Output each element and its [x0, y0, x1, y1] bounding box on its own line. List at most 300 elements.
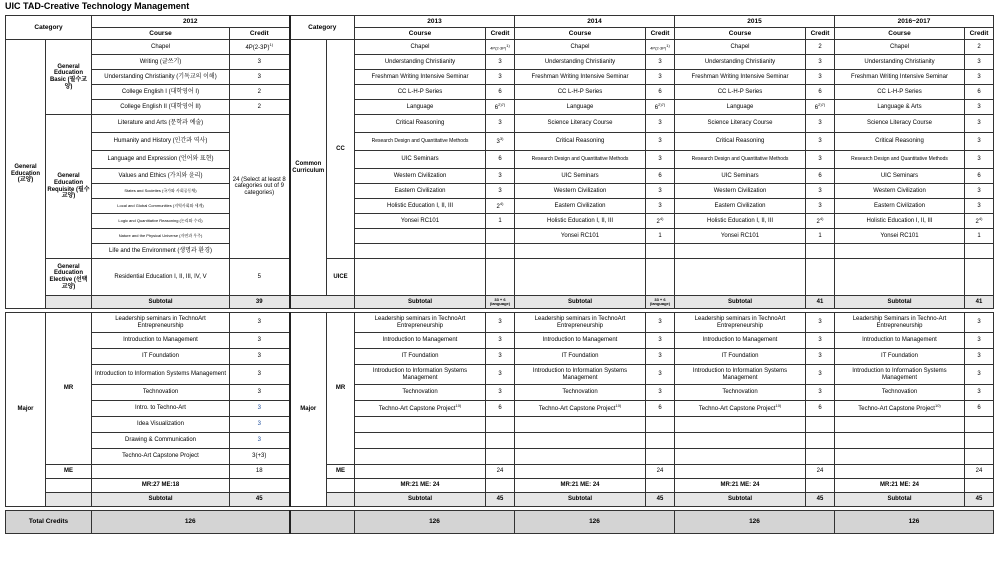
course-2016	[835, 151, 965, 169]
credit-header-text: Credit	[249, 29, 269, 37]
major-subtotal-2012	[230, 493, 290, 507]
course-2012	[92, 313, 230, 333]
credit-2015	[806, 313, 835, 333]
major-subtotal-2015	[806, 493, 835, 507]
total-credits-label-text: Total Credits	[28, 518, 69, 526]
course-2015-text: Eastern Civilization	[714, 202, 766, 209]
subtotal-label	[675, 493, 806, 507]
course-2012-text: Humanity and History (인간과 역사)	[113, 138, 208, 145]
year-2016	[835, 16, 994, 28]
table-row	[6, 449, 994, 465]
credit-2016	[965, 385, 994, 401]
credit-2013	[486, 199, 515, 214]
course-2015-text: Technovation	[722, 389, 758, 396]
credit-2013-text: 2	[496, 203, 500, 210]
me-credit-2016	[965, 465, 994, 479]
course-2015	[675, 115, 806, 133]
total-2014	[515, 511, 675, 534]
course-2016	[835, 199, 965, 214]
credit-2012-text: 2	[257, 88, 261, 95]
subtotal-2016-text: 41	[975, 298, 983, 305]
credit-2012-text: 3	[257, 405, 261, 412]
table-row	[6, 169, 994, 184]
course-2016-text: Eastern Civilization	[873, 202, 926, 209]
course-2014-text: Science Literacy Course	[547, 120, 613, 127]
credit-2013-text: 3	[498, 371, 502, 378]
course-2016-text: Freshman Writing Intensive Seminar	[851, 73, 948, 80]
table-row	[6, 115, 994, 133]
course-2013-text: UIC Seminars	[401, 156, 439, 163]
empty-cell	[806, 259, 835, 296]
course-2013	[355, 151, 486, 169]
credit-2014-text: 6	[658, 405, 662, 412]
credit-2014	[646, 214, 675, 229]
course-2013	[355, 85, 486, 100]
course-2013-text: Language	[406, 103, 434, 110]
course-2015-text: UIC Seminars	[721, 172, 759, 179]
credit-2015-text: 2	[816, 218, 820, 225]
course-2013	[355, 385, 486, 401]
credit-2016-text: 3	[977, 202, 981, 209]
course-2015	[675, 100, 806, 115]
course-2015-text: Holistic Education I, II, III	[706, 217, 774, 224]
major-category	[290, 313, 327, 507]
empty-cell	[646, 417, 675, 433]
empty-cell	[806, 244, 835, 259]
credit-2014	[646, 169, 675, 184]
credit-2016	[965, 199, 994, 214]
credit-2016	[965, 229, 994, 244]
course-2012	[92, 433, 230, 449]
subtotal-label	[92, 493, 230, 507]
credit-2013-text: 3	[498, 58, 502, 65]
course-2015-text: Yonsei RC101	[720, 232, 760, 239]
total-credits-label	[6, 511, 92, 534]
credit-2012	[230, 85, 290, 100]
course-2013	[355, 115, 486, 133]
credit-2012-text: 2	[257, 103, 261, 110]
course-2012	[92, 244, 230, 259]
credit-2015	[806, 199, 835, 214]
subtotal-label-text: Subtotal	[408, 298, 432, 305]
course-2012-text: Writing (글쓰기)	[139, 58, 182, 65]
year-2016-text: 2016~2017	[897, 17, 931, 25]
course-2013-text: Introduction to Management	[382, 337, 458, 344]
course-2014	[515, 349, 646, 365]
course-2016	[835, 333, 965, 349]
credit-2016	[965, 169, 994, 184]
credit-2016-text: 3	[977, 337, 981, 344]
table-row	[6, 229, 994, 244]
course-2012	[92, 385, 230, 401]
credit-header	[486, 28, 515, 40]
course-2014	[515, 313, 646, 333]
credit-2012	[230, 333, 290, 349]
credit-2012	[230, 70, 290, 85]
course-2013-text: IT Foundation	[401, 353, 439, 360]
credit-2015	[806, 229, 835, 244]
credit-2014-text: 3	[658, 353, 662, 360]
credit-2016-text: 2	[977, 43, 981, 50]
category-header-text: Category	[308, 23, 337, 31]
mr-me-2014	[515, 479, 646, 493]
course-2012-text: Drawing & Communication	[124, 437, 197, 444]
empty-cell	[646, 433, 675, 449]
course-2016	[835, 313, 965, 333]
credit-2012-text: 3	[257, 353, 261, 360]
credit-2012	[230, 55, 290, 70]
course-2013	[355, 349, 486, 365]
me-category	[327, 465, 355, 479]
empty-cell	[486, 244, 515, 259]
empty-cell	[646, 244, 675, 259]
course-2013	[355, 55, 486, 70]
credit-2015-text: 6	[818, 172, 822, 179]
credit-2016	[965, 133, 994, 151]
course-2013	[355, 229, 486, 244]
credit-2016	[965, 151, 994, 169]
course-2016-text: Yonsei RC101	[880, 232, 919, 239]
course-2015	[675, 365, 806, 385]
subtotal-label	[355, 296, 486, 309]
course-2016	[835, 100, 965, 115]
credit-2015	[806, 169, 835, 184]
credit-2015-text: 6	[818, 405, 822, 412]
credit-2012-text: 3	[257, 73, 261, 80]
course-2012-text: Values and Ethics (가치와 윤리)	[118, 172, 203, 179]
basic-category-text: General Education Basic (필수교양)	[49, 63, 88, 90]
course-2012	[92, 133, 230, 151]
credit-2016	[965, 115, 994, 133]
course-2014	[515, 169, 646, 184]
me-credit-2012	[230, 465, 290, 479]
credit-2013	[486, 184, 515, 199]
credit-header-text: Credit	[810, 29, 830, 37]
course-2013	[355, 100, 486, 115]
course-2015	[675, 133, 806, 151]
course-2016	[835, 385, 965, 401]
credit-2013	[486, 313, 515, 333]
course-2015	[675, 40, 806, 55]
course-2016-text: Chapel	[889, 43, 909, 50]
credit-2014	[646, 229, 675, 244]
table-row	[6, 349, 994, 365]
empty-cell	[675, 417, 806, 433]
course-2012	[92, 401, 230, 417]
empty-cell	[355, 433, 486, 449]
course-2012	[92, 365, 230, 385]
course-2014-text: Critical Reasoning	[555, 138, 605, 145]
credit-2016-text: 2	[975, 218, 979, 225]
credit-2013-text: 3	[498, 319, 502, 326]
table-row	[6, 133, 994, 151]
credit-2012-text: 5	[257, 273, 261, 280]
credit-2013	[486, 229, 515, 244]
mr-me-2014-text: MR:21 ME: 24	[560, 482, 600, 489]
total-2016	[835, 511, 994, 534]
course-header-text: Course	[728, 29, 752, 37]
subtotal-label	[92, 296, 230, 309]
footnote-marker: 2)7)	[498, 101, 506, 107]
credit-2014-text: 6	[654, 104, 659, 111]
course-2014-text: Technovation	[562, 389, 598, 396]
credit-2016	[965, 333, 994, 349]
course-2013-text: Leadership seminars in TechnoArt Entrepreneurship	[374, 315, 466, 329]
me-category-text: ME	[64, 468, 73, 475]
course-header	[515, 28, 646, 40]
requisite-credit-2012-text: 24 (Select at least 8 categories out of 9 categories)	[232, 176, 286, 196]
empty-cell	[515, 417, 646, 433]
table-row	[6, 244, 994, 259]
credit-2013	[486, 169, 515, 184]
total-2015-text: 126	[749, 518, 760, 526]
credit-2012	[230, 100, 290, 115]
credit-2012	[230, 401, 290, 417]
empty-cell	[290, 296, 355, 309]
course-header	[835, 28, 965, 40]
subtotal-2015-text: 41	[816, 298, 824, 305]
footnote-marker: 2)7)	[658, 101, 666, 107]
credit-2014	[646, 184, 675, 199]
course-2016-text: Leadership Seminars in Techno-Art Entrepreneurship	[852, 315, 947, 329]
subtotal-label-text: Subtotal	[887, 496, 912, 503]
credit-header-text: Credit	[650, 29, 670, 37]
course-2012-text: States and Societies (국가와 사회공동체)	[124, 187, 197, 193]
course-2013	[355, 365, 486, 385]
subtotal-label-text: Subtotal	[568, 298, 592, 305]
credit-2013-text: 6	[494, 104, 499, 111]
year-2015	[675, 16, 835, 28]
course-2013-text: Understanding Christianity	[384, 58, 456, 65]
course-2014	[515, 70, 646, 85]
credit-2014-text: 3	[658, 187, 662, 194]
general-education-category-text: General Education (교양)	[10, 164, 40, 184]
credit-2012-text: 3	[257, 319, 261, 326]
course-2016-text: Critical Reasoning	[875, 138, 924, 145]
mr-me-2016-text: MR:21 ME: 24	[879, 482, 919, 489]
footnote-marker: 10)	[615, 403, 622, 409]
common-curriculum-category-text: Common Curriculum	[292, 160, 325, 174]
table-row	[6, 296, 994, 309]
credit-2016-text: 6	[977, 88, 981, 95]
credit-2016	[965, 365, 994, 385]
credit-2014-text: 6	[658, 172, 662, 179]
credit-2013-text: 3	[498, 120, 502, 127]
credit-header-text: Credit	[969, 29, 989, 37]
course-2012	[92, 229, 230, 244]
general-education-category	[6, 40, 46, 309]
course-2012-text: Literature and Arts (문학과 예술)	[117, 120, 204, 127]
footnote-marker: 4)	[659, 215, 664, 221]
credit-2016	[965, 40, 994, 55]
credit-2016-text: 3	[977, 389, 981, 396]
mr-category	[327, 313, 355, 465]
major-subtotal-2013	[486, 493, 515, 507]
empty-cell	[965, 479, 994, 493]
footnote-marker: 10)	[934, 403, 941, 409]
table-row	[6, 511, 994, 534]
empty-cell	[806, 449, 835, 465]
credit-2014	[646, 100, 675, 115]
credit-2014-text: 1	[658, 232, 662, 239]
course-header	[92, 28, 230, 40]
credit-2013	[486, 133, 515, 151]
course-2012-text: Techno-Art Capstone Project	[122, 453, 199, 460]
course-2013	[355, 199, 486, 214]
course-2013-text: Research Design and Quantitative Methods	[371, 137, 469, 144]
total-2015	[675, 511, 835, 534]
subtotal-label-text: Subtotal	[728, 496, 752, 503]
credit-2014-text: 3	[658, 73, 662, 80]
credit-2016	[965, 100, 994, 115]
subtotal-label	[835, 296, 965, 309]
course-2014-text: Introduction to Management	[542, 337, 618, 344]
total-2014-text: 126	[589, 518, 600, 526]
course-2014	[515, 365, 646, 385]
table-row	[6, 214, 994, 229]
mr-me-2015-text: MR:21 ME: 24	[720, 482, 760, 489]
subtotal-2016	[965, 296, 994, 309]
credit-2014	[646, 333, 675, 349]
course-2015	[675, 385, 806, 401]
empty-cell	[835, 449, 965, 465]
credit-2015-text: 3	[818, 319, 822, 326]
credit-header	[230, 28, 290, 40]
credit-header	[806, 28, 835, 40]
me-credit-2014	[646, 465, 675, 479]
course-2015-text: Introduction to Management	[702, 337, 778, 344]
me-credit-2013-text: 24	[496, 468, 504, 475]
footnote-marker: 4)	[819, 215, 824, 221]
course-2013-text: Introduction to Information Systems Management	[372, 367, 468, 381]
course-2015-text: Understanding Christianity	[704, 58, 776, 65]
credit-2014	[646, 365, 675, 385]
empty-cell	[965, 244, 994, 259]
course-2013-text: Freshman Writing Intensive Seminar	[371, 73, 469, 80]
subtotal-label	[515, 296, 646, 309]
course-header-text: Course	[888, 29, 911, 37]
course-header	[355, 28, 486, 40]
credit-2014	[646, 199, 675, 214]
credit-2015-text: 3	[818, 337, 822, 344]
course-2012	[92, 449, 230, 465]
subtotal-label	[835, 493, 965, 507]
table-row	[6, 401, 994, 417]
credit-2016-text: 3	[977, 319, 981, 326]
course-2016	[835, 365, 965, 385]
course-2016-text: Holistic Education I, II, III	[866, 217, 933, 224]
credit-header	[646, 28, 675, 40]
course-2015	[675, 85, 806, 100]
course-2013-text: Techno-Art Capstone Project	[378, 406, 456, 413]
course-2013-text: Yonsei RC101	[400, 217, 440, 224]
major-subtotal-2013-text: 45	[496, 496, 504, 503]
requisite-category-text: General Education Requisite (필수교양)	[47, 173, 90, 200]
course-2016	[835, 70, 965, 85]
course-2016-text: Introduction to Management	[862, 337, 937, 344]
mr-me-2012	[92, 479, 230, 493]
course-2012-text: Introduction to Information Systems Management	[94, 371, 227, 378]
course-2013-text: Technovation	[402, 389, 438, 396]
empty-cell	[965, 449, 994, 465]
credit-2015	[806, 349, 835, 365]
credit-2012	[230, 40, 290, 55]
empty-cell	[46, 493, 92, 507]
major-subtotal-2016-text: 45	[975, 496, 983, 503]
course-2014	[515, 184, 646, 199]
mr-me-2013-text: MR:21 ME: 24	[400, 482, 440, 489]
course-2012	[92, 151, 230, 169]
subtotal-label	[355, 493, 486, 507]
me-category-text: ME	[336, 468, 345, 475]
footnote-marker: 10)	[455, 403, 462, 409]
subtotal-label	[515, 493, 646, 507]
credit-2015	[806, 85, 835, 100]
total-2012-text: 126	[184, 518, 196, 526]
me-credit-2013	[486, 465, 515, 479]
credit-2013	[486, 214, 515, 229]
credit-2013	[486, 333, 515, 349]
course-2014	[515, 133, 646, 151]
table-row	[6, 385, 994, 401]
course-2013	[355, 333, 486, 349]
credit-2015	[806, 115, 835, 133]
credit-2015	[806, 401, 835, 417]
curriculum-table-wrap	[5, 15, 993, 534]
year-2014	[515, 16, 675, 28]
course-2015	[675, 151, 806, 169]
mr-me-2016	[835, 479, 965, 493]
credit-2014-text: 6	[658, 88, 662, 95]
empty-cell	[806, 479, 835, 493]
course-2014-text: IT Foundation	[561, 353, 599, 360]
course-2014	[515, 401, 646, 417]
table-row	[6, 16, 994, 28]
course-2013-text: Eastern Civilization	[394, 187, 446, 194]
uice-category-text: UICE	[333, 273, 348, 280]
empty-cell	[806, 433, 835, 449]
course-2012	[92, 199, 230, 214]
credit-2013-text: 6	[498, 88, 502, 95]
credit-2016-text: 3	[977, 156, 981, 163]
major-subtotal-2014-text: 45	[656, 496, 664, 503]
category-header-text: Category	[34, 23, 63, 31]
credit-2014	[646, 385, 675, 401]
subtotal-label-text: Subtotal	[568, 496, 592, 503]
course-2016	[835, 40, 965, 55]
credit-2012-text: 3	[257, 389, 261, 396]
credit-2013	[486, 55, 515, 70]
empty-cell	[675, 259, 806, 296]
course-2014	[515, 40, 646, 55]
major-category	[6, 313, 46, 507]
credit-2015	[806, 70, 835, 85]
course-2014-text: Leadership seminars in TechnoArt Entrepreneurship	[534, 315, 626, 329]
credit-2015-text: 3	[818, 202, 822, 209]
credit-2016-text: 6	[977, 405, 981, 412]
table-row	[6, 85, 994, 100]
course-2015	[675, 169, 806, 184]
course-2016	[835, 133, 965, 151]
table-row	[6, 199, 994, 214]
empty-cell	[675, 465, 806, 479]
course-2013	[355, 401, 486, 417]
credit-2014	[646, 115, 675, 133]
course-2016-text: Research Design and Quantitative Methods	[851, 155, 948, 162]
course-2015-text: Language	[726, 103, 754, 110]
empty-cell	[515, 433, 646, 449]
table-row	[6, 100, 994, 115]
